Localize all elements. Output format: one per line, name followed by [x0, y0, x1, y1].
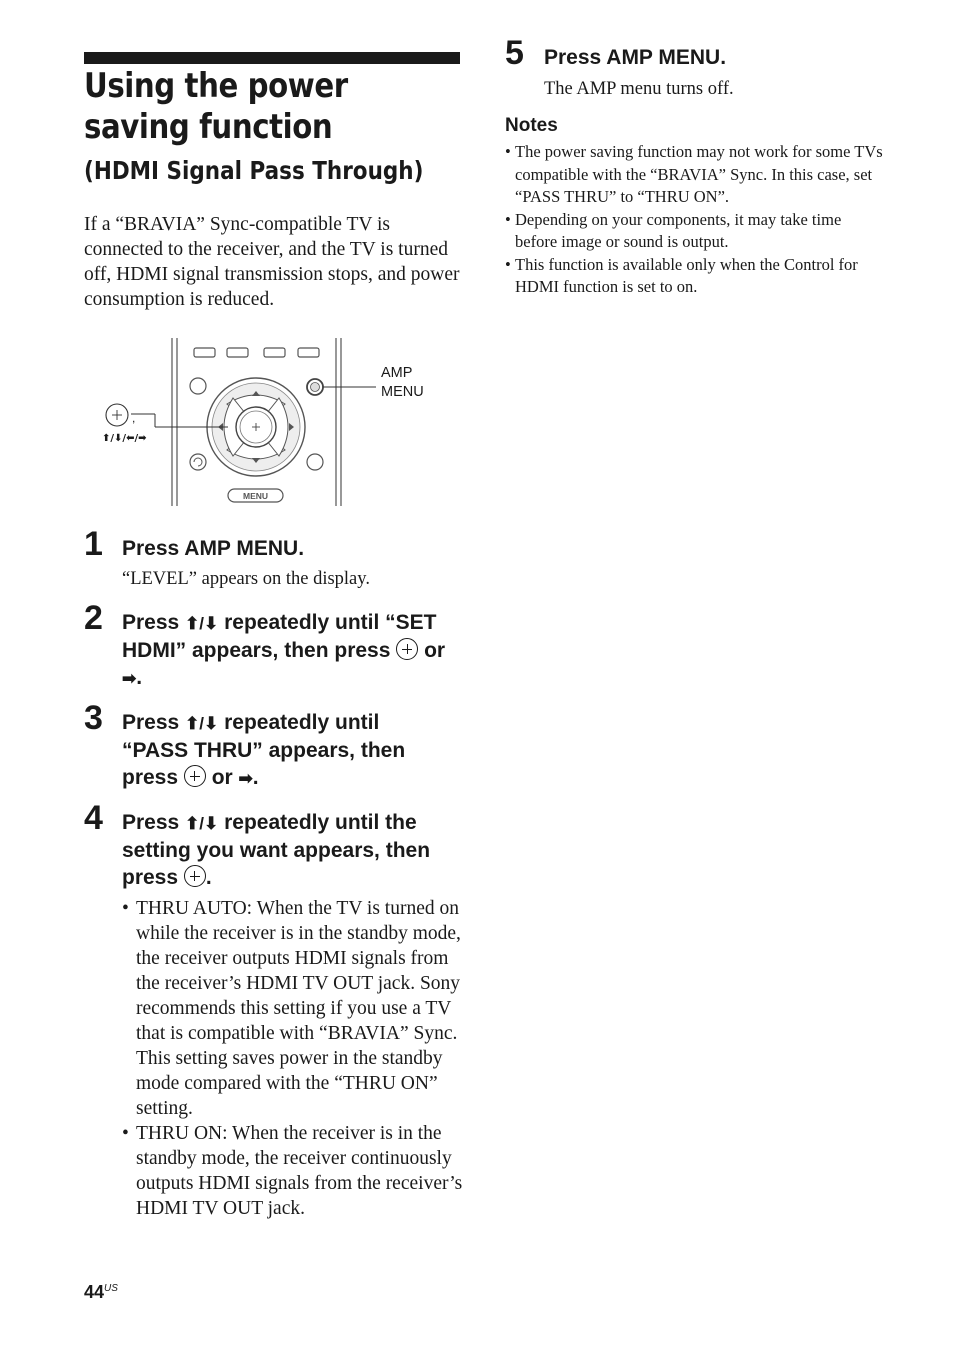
notes-list	[505, 141, 885, 299]
step-2-number: 2	[84, 599, 103, 637]
list-item: • The power saving function may not work for some TVs compatible with the “BRAVIA” Sync. In this case, set “PASS THRU” to “THRU ON”.	[505, 141, 885, 209]
amp-label-line1: AMP	[381, 365, 413, 381]
title-rule	[84, 52, 460, 64]
top-row-buttons	[194, 348, 319, 357]
step-1-number: 1	[84, 525, 103, 563]
page-number: $44^{US}$	[84, 1282, 118, 1302]
list-item: • Depending on your components, it may take time before image or sound is output.	[505, 209, 885, 254]
step-5-heading: Press AMP MENU.	[544, 46, 727, 69]
step-1-heading: Press AMP MENU.	[122, 537, 305, 560]
enter-icon	[184, 865, 206, 887]
notes-heading: Notes	[505, 115, 558, 136]
enter-icon	[396, 638, 418, 660]
enter-icon	[184, 765, 206, 787]
list-item: • THRU AUTO: When the TV is turned on while the receiver is in the standby mode, the receiver outputs HDMI signals from the receiver’s HDMI TV OUT jack. Sony recommends this setting if you use a TV that is compatible with “BRAVIA” Sync. This setting saves power in the standby mode compared with the “THRU ON” setting.	[122, 896, 467, 1121]
menu-button-label: MENU	[242, 491, 269, 501]
intro-paragraph: If a “BRAVIA” Sync-compatible TV is connected to the receiver, and the TV is turned off, HDMI signal transmission stops, and power consumption is reduced.	[84, 214, 460, 310]
step-4-number: 4	[84, 799, 103, 837]
nav-arrows-label: ⬆/⬇/⬅/➡	[102, 433, 147, 444]
amp-label-line2: MENU	[381, 384, 424, 400]
page-subtitle: (HDMI Signal Pass Through)	[84, 156, 424, 185]
list-item: • This function is available only when the Control for HDMI function is set to on.	[505, 254, 885, 299]
step-3-number: 3	[84, 699, 103, 737]
list-item: • THRU ON: When the receiver is in the standby mode, the receiver continuously outputs HDMI signals from the receiver’s HDMI TV OUT jack.	[122, 1121, 467, 1221]
step-4-options	[122, 896, 467, 1221]
step-1-body: “LEVEL” appears on the display.	[122, 569, 370, 589]
step-4-heading: Press ⬆/⬇ repeatedly until the setting you want appears, then press .	[122, 811, 431, 889]
up-down-arrows-icon: ⬆/⬇	[185, 714, 219, 733]
step-2-heading: Press ⬆/⬇ repeatedly until “SET HDMI” appears, then press or ➡.	[122, 611, 446, 689]
step-5-number: 5	[505, 34, 524, 72]
nav-label-comma: ,	[132, 411, 136, 425]
right-arrow-icon: ➡	[122, 669, 137, 688]
remote-control-figure	[100, 336, 440, 508]
up-down-arrows-icon: ⬆/⬇	[185, 814, 219, 833]
step-3-heading: Press ⬆/⬇ repeatedly until “PASS THRU” appears, then press or ➡.	[122, 711, 406, 789]
page-title: Using the power saving function	[84, 66, 348, 147]
up-down-arrows-icon: ⬆/⬇	[185, 614, 219, 633]
step-5-body: The AMP menu turns off.	[544, 79, 734, 99]
return-button-icon	[190, 454, 206, 470]
right-arrow-icon: ➡	[238, 769, 253, 788]
